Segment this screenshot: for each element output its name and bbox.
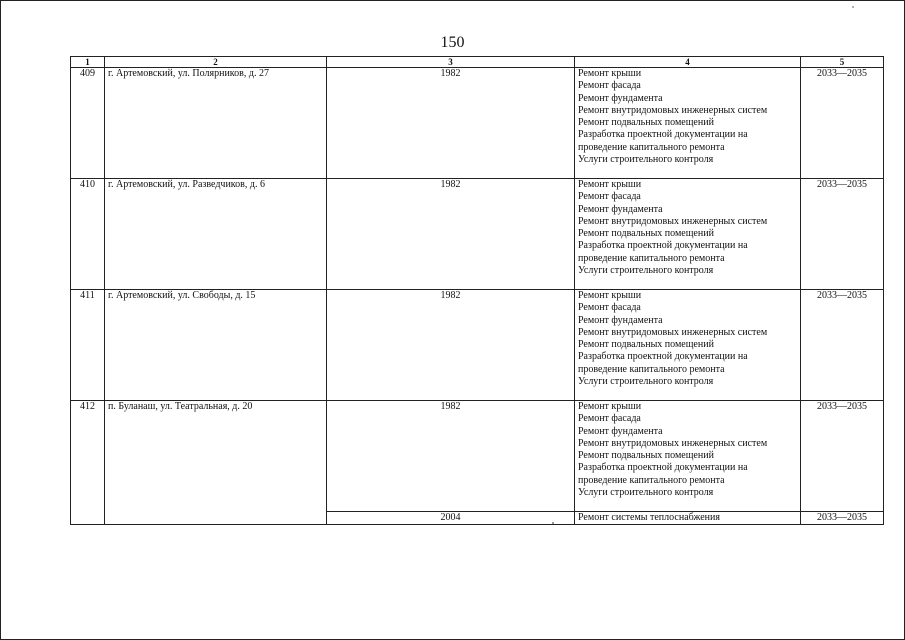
work-item: Разработка проектной документации на проведение капитального ремонта bbox=[578, 129, 748, 153]
table-row bbox=[71, 401, 884, 512]
planned-period: 2033—2035 bbox=[801, 512, 884, 525]
object-address: г. Артемовский, ул. Полярников, д. 27 bbox=[105, 68, 327, 179]
row-number: 409 bbox=[71, 68, 105, 179]
work-item: Ремонт крыши bbox=[578, 290, 642, 301]
work-item: Ремонт фасада bbox=[578, 413, 641, 425]
planned-period: 2033—2035 bbox=[801, 290, 884, 401]
work-item: Ремонт подвальных помещений bbox=[578, 450, 714, 462]
work-item: Ремонт фундамента bbox=[578, 203, 663, 215]
work-item: Разработка проектной документации на проведение капитального ремонта bbox=[578, 351, 748, 375]
row-number: 410 bbox=[71, 179, 105, 290]
work-item: Ремонт фундамента bbox=[578, 425, 663, 437]
row-number: 412 bbox=[71, 401, 105, 525]
object-address: п. Буланаш, ул. Театральная, д. 20 bbox=[105, 401, 327, 525]
build-year: 1982 bbox=[327, 290, 575, 401]
work-item: Ремонт подвальных помещений bbox=[578, 339, 714, 351]
works-list bbox=[575, 68, 801, 179]
column-header: 5 bbox=[801, 57, 884, 68]
build-year: 1982 bbox=[327, 68, 575, 179]
scan-speck bbox=[852, 6, 854, 8]
column-header: 1 bbox=[71, 57, 105, 68]
work-item: Ремонт фасада bbox=[578, 191, 641, 203]
work-item: Ремонт внутридомовых инженерных систем bbox=[578, 104, 768, 116]
work-item: Услуги строительного контроля bbox=[578, 154, 714, 166]
work-item: Разработка проектной документации на проведение капитального ремонта bbox=[578, 240, 748, 264]
work-item: Ремонт подвальных помещений bbox=[578, 117, 714, 129]
works-list bbox=[575, 179, 801, 290]
work-item: Разработка проектной документации на проведение капитального ремонта bbox=[578, 462, 748, 486]
table-row bbox=[71, 290, 884, 401]
table-row bbox=[71, 179, 884, 290]
repair-schedule-table bbox=[70, 56, 884, 525]
work-item: Ремонт системы теплоснабжения bbox=[575, 512, 801, 525]
planned-period: 2033—2035 bbox=[801, 179, 884, 290]
column-header: 2 bbox=[105, 57, 327, 68]
work-item: Ремонт фасада bbox=[578, 302, 641, 314]
page-number: 150 bbox=[440, 34, 465, 51]
work-item: Ремонт внутридомовых инженерных систем bbox=[578, 215, 768, 227]
works-list bbox=[575, 290, 801, 401]
work-item: Ремонт фундамента bbox=[578, 314, 663, 326]
build-year: 1982 bbox=[327, 401, 575, 512]
work-item: Ремонт внутридомовых инженерных систем bbox=[578, 437, 768, 449]
table-header-row bbox=[71, 57, 884, 68]
build-year: 2004 bbox=[327, 512, 575, 525]
work-item: Услуги строительного контроля bbox=[578, 265, 714, 277]
planned-period: 2033—2035 bbox=[801, 401, 884, 512]
work-item: Ремонт крыши bbox=[578, 68, 642, 79]
work-item: Ремонт фасада bbox=[578, 80, 641, 92]
build-year: 1982 bbox=[327, 179, 575, 290]
works-list bbox=[575, 401, 801, 512]
work-item: Ремонт подвальных помещений bbox=[578, 228, 714, 240]
work-item: Ремонт крыши bbox=[578, 401, 642, 412]
work-item: Услуги строительного контроля bbox=[578, 376, 714, 388]
work-item: Ремонт фундамента bbox=[578, 92, 663, 104]
table-body bbox=[71, 68, 884, 525]
planned-period: 2033—2035 bbox=[801, 68, 884, 179]
work-item: Ремонт внутридомовых инженерных систем bbox=[578, 326, 768, 338]
object-address: г. Артемовский, ул. Свободы, д. 15 bbox=[105, 290, 327, 401]
work-item: Услуги строительного контроля bbox=[578, 487, 714, 499]
row-number: 411 bbox=[71, 290, 105, 401]
object-address: г. Артемовский, ул. Разведчиков, д. 6 bbox=[105, 179, 327, 290]
column-header: 4 bbox=[575, 57, 801, 68]
column-header: 3 bbox=[327, 57, 575, 68]
table-row bbox=[71, 68, 884, 179]
work-item: Ремонт крыши bbox=[578, 179, 642, 190]
